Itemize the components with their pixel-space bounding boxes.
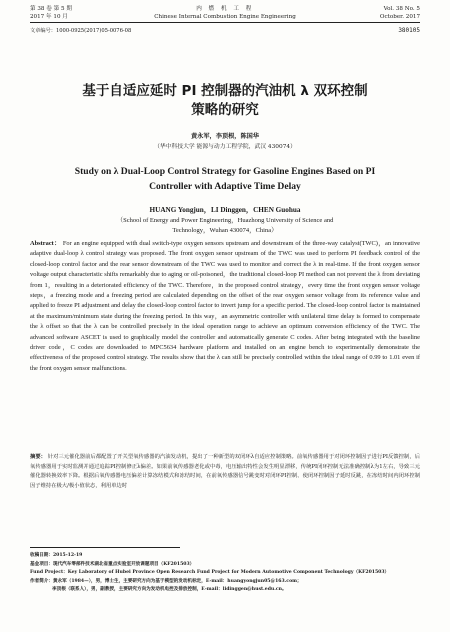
english-affiliation (48, 216, 402, 236)
chinese-abstract (30, 453, 420, 491)
received-date: 收稿日期：2015-12-19 (30, 553, 83, 558)
abstract-label: Abstract： (30, 240, 61, 247)
author-bio-2: 李顶根（联系人），男，副教授，主要研究方向为发动机电控及排放控制，E-mail：lidinggen@hust.edu.cn。 (52, 587, 287, 593)
chinese-title-line1: 基于自适应延时 PI 控制器的汽油机 λ 双环控制 (82, 83, 368, 99)
article-number-line (30, 27, 420, 35)
journal-name-cn: 内 燃 机 工 程 (196, 6, 254, 12)
english-affiliation-line1: （School of Energy and Power Engineering，Huazhong University of Science and (116, 217, 334, 224)
footnote-rule (30, 547, 180, 548)
cn-abstract-text: 针对三元催化器前后都配置了开关型氧传感器的汽油发动机，提出了一种新型的双闭环λ自适应控制策略。前氧传感器用于对闭环控制因子进行PI反馈控制，后氧传感器用于实时监测并通过追踪PI控制修正λ偏差。如果前氧传感器老化或中毒，电压输出特性会发生明显漂移，传统PI闭环控制无法准确控制λ为1左右，导致三元催化器转换效率下降。根据后氧传感器电压偏差计算冻结模式和冻结时间，在前氧传感器信号跳变时对闭环PI控制、使闭环控制因子延时反跳，在冻结时间内闭环控制因子维持在极大/极小值状态，利用单边时 (30, 454, 420, 489)
footnotes (30, 552, 420, 595)
english-title-line2: Controller with Adaptive Time Delay (149, 180, 301, 192)
english-title-line1: Study on λ Dual-Loop Control Strategy for Gasoline Engines Based on PI (74, 166, 376, 177)
fund-project-en: Fund Project：Key Laboratory of Hubei Province Open Research Fund Project for Modern Automotive Component Technology（KF201503） (30, 570, 390, 576)
author-bio-1: 作者简介：黄永军（1984—），男，博士生，主要研究方向为基于模型的发动机标定，E-mail：huangyongjun05@163.com； (30, 578, 302, 584)
fund-project-cn: 基金项目：现代汽车零部件技术湖北省重点实验室开放课题项目（KF201503） (30, 561, 195, 567)
english-affiliation-line2: Technology，Wuhan 430074，China） (172, 227, 278, 234)
chinese-affiliation: （华中科技大学 能源与动力工程学院，武汉 430074） (154, 144, 296, 150)
header-rule (30, 22, 420, 23)
header-right (380, 6, 420, 21)
cn-abstract-label: 摘要： (30, 454, 47, 460)
chinese-title-line2: 策略的研究 (191, 102, 259, 118)
chinese-authors: 黄永军，李顶根，陈国华 (190, 133, 260, 140)
issue-date-cn: 2017 年 10 月 (30, 13, 68, 20)
volume-issue: 第 38 卷 第 5 期 (30, 6, 72, 12)
header-center (30, 6, 420, 21)
abstract-text: For an engine equipped with dual switch-type oxygen sensors upstream and downstream of the three-way catalyst(TWC)，an innovative adaptive dual-loop λ control strategy was proposed. The front oxygen sensor upstream of the TWC was used to perform PI feedback control of the closed-loop control factor and the rear sensor downstream of the TWC was used to monitor and correct the λ in real-time. If the front oxygen sensor voltage output characteristic shifts remarkably due to aging or oil-poisoned，the traditional closed-loop PI method can not prevent the λ from deviating from 1，resulting in a deteriorated efficiency of the TWC. Therefore，in the proposed control strategy，every time the front oxygen sensor voltage steps，a freezing mode and a freezing period are calculated depending on the offset of the rear oxygen sensor voltage from its reference value and applied to freeze PI adjustment and delay the closed-loop control factor to invert jump for a specific period. The closed-loop control factor is maintained at the maximum/minimum state during the freezing period. In this way，an asymmetric controller with unilateral time delay is formed to compensate the λ offset so that the λ can be controlled precisely in the ideal operation range to achieve an optimum conversion efficiency of the TWC. The advanced software ASCET is used to graphically model the controller and automatically generate C codes. After being integrated with the baseline driver code，C codes are downloaded to MPC5634 hardware platform and installed on an engine bench to experimentally demonstrate the effectiveness of the proposed control strategy. The results show that the λ can still be precisely controlled within the ideal range of 0.99 to 1.01 even if the front oxygen sensor malfunctions. (30, 240, 420, 372)
english-authors: HUANG Yongjun，LI Dinggen，CHEN Guohua (149, 206, 301, 214)
running-header (30, 6, 420, 28)
english-abstract (30, 239, 420, 374)
chinese-title (30, 82, 420, 120)
article-number: 文章编号：1000-0925(2017)05-0076-08 (30, 28, 132, 34)
volume-issue-en: Vol. 38 No. 5 (383, 6, 420, 12)
issue-date-en: October. 2017 (379, 13, 420, 20)
journal-name-en: Chinese Internal Combustion Engine Engineering (154, 13, 296, 20)
english-title (30, 165, 420, 194)
article-code: 380105 (398, 27, 420, 34)
